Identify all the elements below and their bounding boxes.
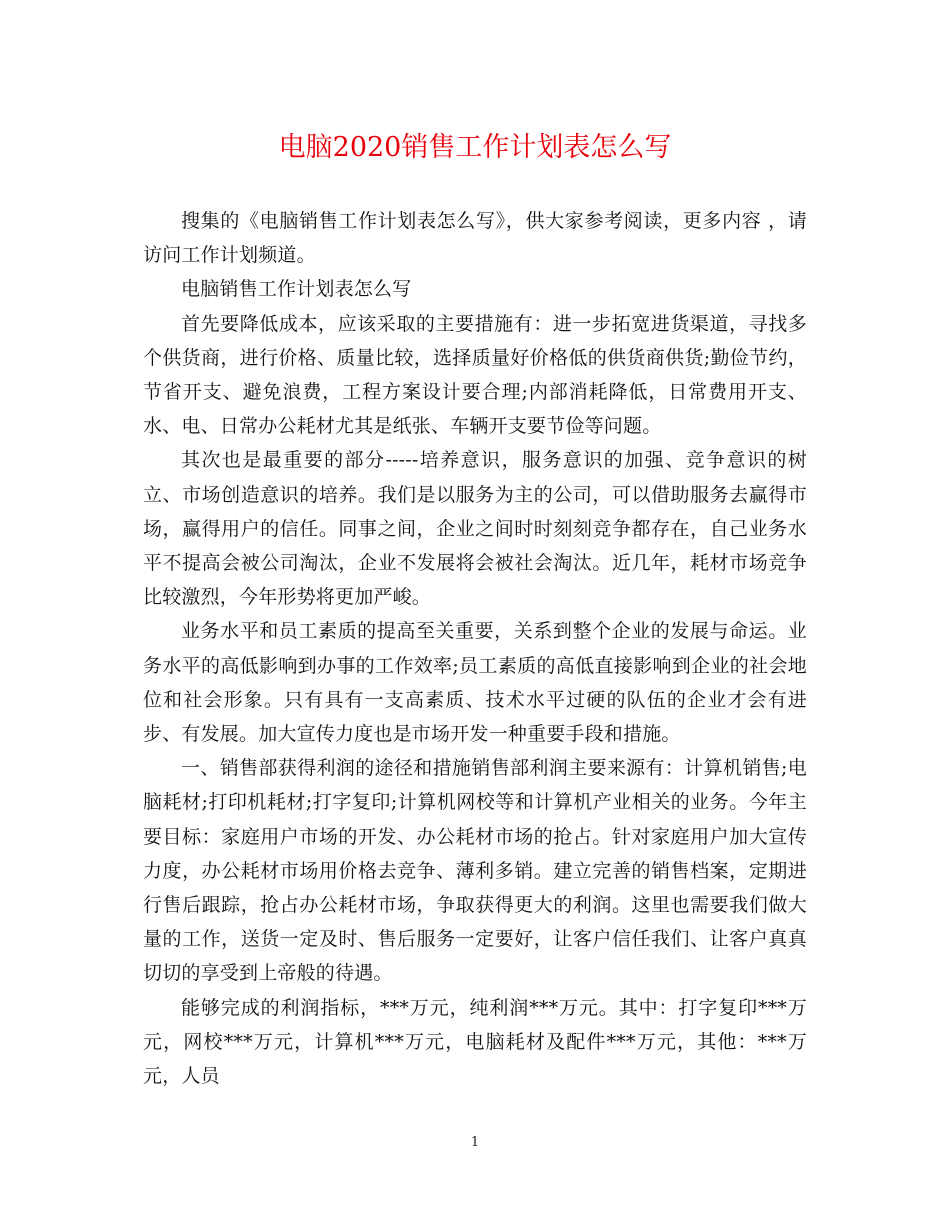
paragraph-subtitle: 电脑销售工作计划表怎么写 <box>181 278 412 301</box>
paragraph-awareness: 其次也是最重要的部分-----培养意识，服务意识的加强、竞争意识的树立、市场创造意识的培养。我们是以服务为主的公司，可以借助服务去赢得市场，赢得用户的信任。同事之间，企业之间时时刻刻竞争都存在，自己业务水平不提高会被公司淘汰，企业不发展将会被社会淘汰。近几年，耗材市场竞争比较激烈，今年形势将更加严峻。 <box>143 449 807 609</box>
paragraph-staff-quality: 业务水平和员工素质的提高至关重要，关系到整个企业的发展与命运。业务水平的高低影响到办事的工作效率;员工素质的高低直接影响到企业的社会地位和社会形象。只有具有一支高素质、技术水平过硬的队伍的企业才会有进步、有发展。加大宣传力度也是市场开发一种重要手段和措施。 <box>143 620 807 746</box>
document-title: 电脑2020销售工作计划表怎么写 <box>278 132 672 163</box>
paragraph-profit-sources: 一、销售部获得利润的途径和措施销售部利润主要来源有：计算机销售;电脑耗材;打印机耗材;打字复印;计算机网校等和计算机产业相关的业务。今年主要目标：家庭用户市场的开发、办公耗材市场的抢占。针对家庭用户加大宣传力度，办公耗材市场用价格去竞争、薄利多销。建立完善的销售档案，定期进行售后跟踪，抢占办公耗材市场，争取获得更大的利润。这里也需要我们做大量的工作，送货一定及时、售后服务一定要好，让客户信任我们、让客户真真切切的享受到上帝般的待遇。 <box>143 757 807 985</box>
paragraph-cost-reduction: 首先要降低成本，应该采取的主要措施有：进一步拓宽进货渠道，寻找多个供货商，进行价格、质量比较，选择质量好价格低的供货商供货;勤俭节约，节省开支、避免浪费，工程方案设计要合理;内部消耗降低，日常费用开支、水、电、日常办公耗材尤其是纸张、车辆开支要节俭等问题。 <box>143 312 807 438</box>
page-number: 1 <box>470 1135 480 1150</box>
paragraph-intro: 搜集的《电脑销售工作计划表怎么写》，供大家参考阅读，更多内容 ，请访问工作计划频道。 <box>143 210 807 267</box>
document-body <box>143 204 807 1093</box>
paragraph-profit-targets: 能够完成的利润指标，***万元，纯利润***万元。其中：打字复印***万元，网校***万元，计算机***万元，电脑耗材及配件***万元，其他：***万元，人员 <box>143 996 807 1088</box>
